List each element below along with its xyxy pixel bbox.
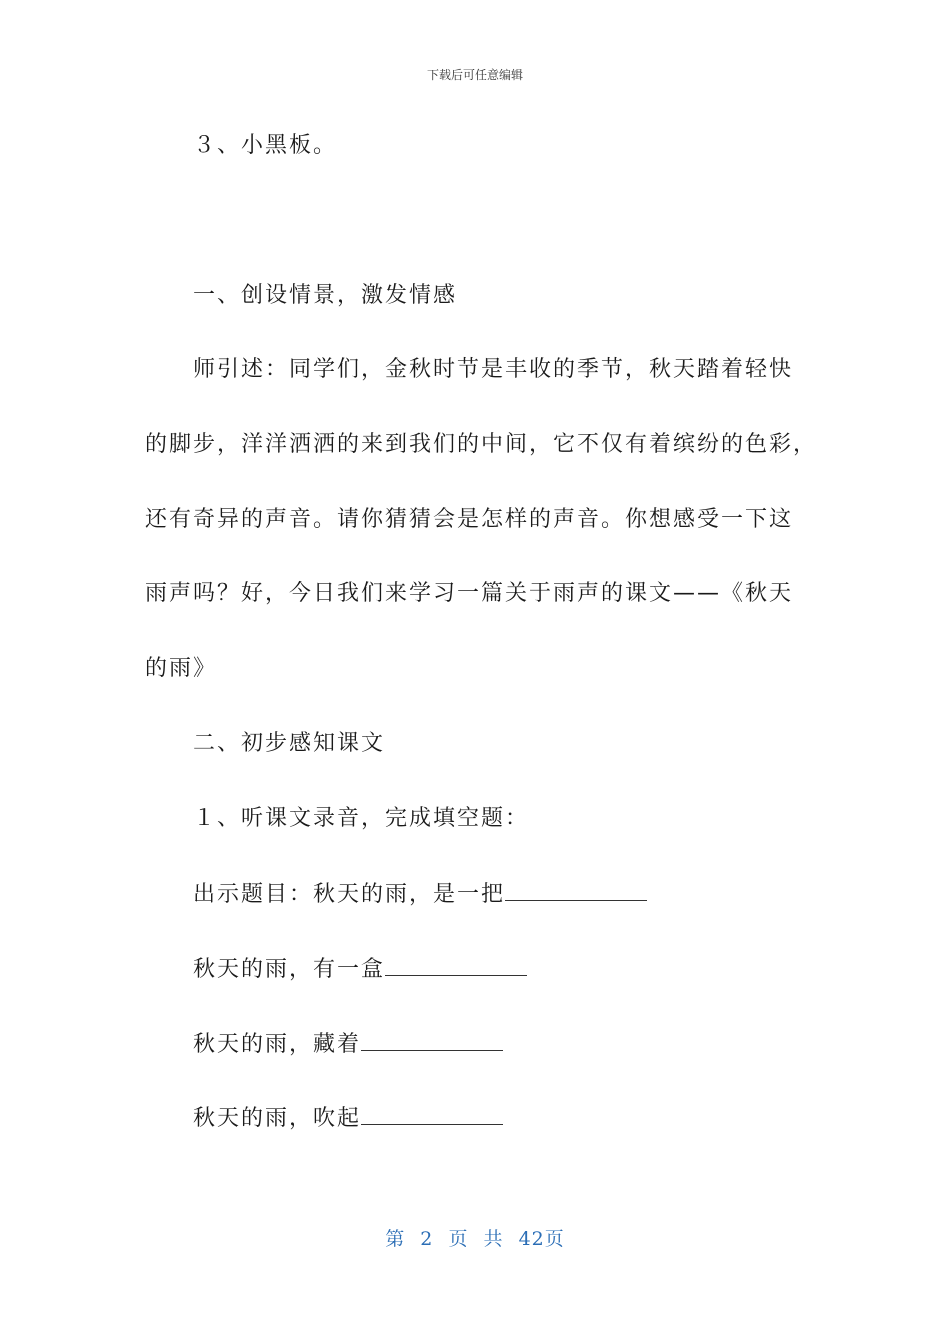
answer-blank[interactable]	[505, 878, 647, 901]
task-1: １、听课文录音，完成填空题：	[193, 806, 530, 831]
footer-gong: 共	[483, 1228, 504, 1250]
footer-ye: 页	[448, 1228, 469, 1250]
paragraph-line-4: 雨声吗？好，今日我们来学习一篇关于雨声的课文——《秋天	[145, 581, 794, 606]
fill-blank-prompt: 秋天的雨，吹起	[193, 1106, 362, 1131]
answer-blank[interactable]	[361, 1028, 503, 1051]
total-pages: 42页	[518, 1228, 565, 1250]
fill-blank-prompt: 出示题目：秋天的雨，是一把	[193, 882, 506, 907]
fill-blank-row-2	[193, 953, 527, 985]
fill-blank-prompt: 秋天的雨，有一盒	[193, 957, 386, 982]
paragraph-line-1: 师引述：同学们，金秋时节是丰收的季节，秋天踏着轻快	[193, 357, 794, 382]
current-page-number: 2	[420, 1228, 434, 1250]
section-heading-2: 二、初步感知课文	[193, 731, 386, 756]
fill-blank-prompt: 秋天的雨，藏着	[193, 1032, 362, 1057]
fill-blank-row-3	[193, 1028, 503, 1060]
paragraph-line-2: 的脚步，洋洋洒洒的来到我们的中间，它不仅有着缤纷的色彩，	[145, 432, 818, 457]
answer-blank[interactable]	[385, 953, 527, 976]
answer-blank[interactable]	[361, 1102, 503, 1125]
paragraph-line-3: 还有奇异的声音。请你猜猜会是怎样的声音。你想感受一下这	[145, 507, 794, 532]
section-heading-1: 一、创设情景，激发情感	[193, 283, 458, 308]
materials-item-3: ３、小黑板。	[193, 133, 338, 158]
paragraph-line-5: 的雨》	[145, 656, 218, 681]
fill-blank-row-1	[193, 878, 647, 910]
page-header-note: 下载后可任意编辑	[426, 68, 523, 82]
footer-di: 第	[385, 1228, 406, 1250]
page-footer	[0, 1224, 950, 1251]
fill-blank-row-4	[193, 1102, 503, 1134]
